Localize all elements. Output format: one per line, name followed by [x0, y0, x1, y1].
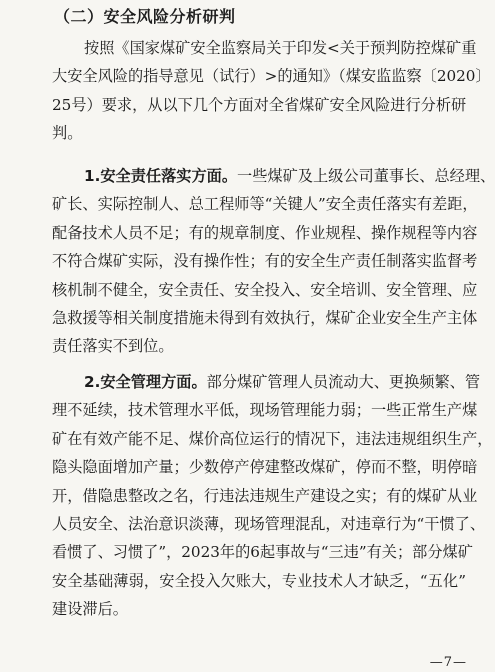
text-line: 理不延续，技术管理水平低，现场管理能力弱；一些正常生产煤	[52, 401, 478, 420]
text-line: 25号）要求，从以下几个方面对全省煤矿安全风险进行分析研	[52, 95, 467, 114]
text-line: 急救援等相关制度措施未得到有效执行，煤矿企业安全生产主体	[52, 309, 478, 328]
text-line: 判。	[52, 124, 83, 143]
text-line: 大安全风险的指导意见（试行）>的通知》（煤安监监察〔2020〕	[52, 67, 491, 86]
text-line: 人员安全、法治意识淡薄，现场管理混乱，对违章行为“干惯了、	[52, 515, 486, 534]
text-line: 看惯了、习惯了”，2023年的6起事故与“三违”有关；部分煤矿	[52, 543, 473, 562]
text-line: 开，借隐患整改之名，行违法违规生产建设之实；有的煤矿从业	[52, 486, 478, 505]
paragraph-lead: 1.安全责任落实方面。	[84, 167, 238, 185]
text-line: 不符合煤矿实际，没有操作性；有的安全生产责任制落实监督考	[52, 252, 478, 271]
section-heading: （二）安全风险分析研判	[54, 7, 236, 26]
text-line: 矿长、实际控制人、总工程师等“关键人”安全责任落实有差距，	[52, 195, 478, 214]
text-line: 配备技术人员不足；有的规章制度、作业规程、操作规程等内容	[52, 223, 478, 242]
page-number: —7—	[429, 655, 467, 670]
text-line: 隐头隐面增加产量；少数停产停建整改煤矿，停而不整，明停暗	[52, 458, 478, 477]
paragraph-intro	[52, 34, 491, 148]
text-line	[52, 162, 495, 190]
text-run: 部分煤矿管理人员流动大、更换频繁、管	[206, 373, 481, 391]
paragraph-lead: 2.安全管理方面。	[84, 373, 207, 391]
text-line: 建设滞后。	[52, 600, 128, 619]
text-line: 安全基础薄弱，安全投入欠账大，专业技术人才缺乏，“五化”	[52, 571, 466, 590]
text-line	[52, 368, 481, 396]
paragraph-safety-management	[52, 368, 493, 624]
text-run: 一些煤矿及上级公司董事长、总经理、	[237, 167, 495, 185]
text-line: 核机制不健全，安全责任、安全投入、安全培训、安全管理、应	[52, 280, 478, 299]
text-line: 责任落实不到位。	[52, 337, 174, 356]
text-line: 矿在有效产能不足、煤价高位运行的情况下，违法违规组织生产，	[52, 429, 493, 448]
text-line: 按照《国家煤矿安全监察局关于印发<关于预判防控煤矿重	[84, 39, 477, 57]
paragraph-safety-responsibility	[52, 162, 495, 361]
